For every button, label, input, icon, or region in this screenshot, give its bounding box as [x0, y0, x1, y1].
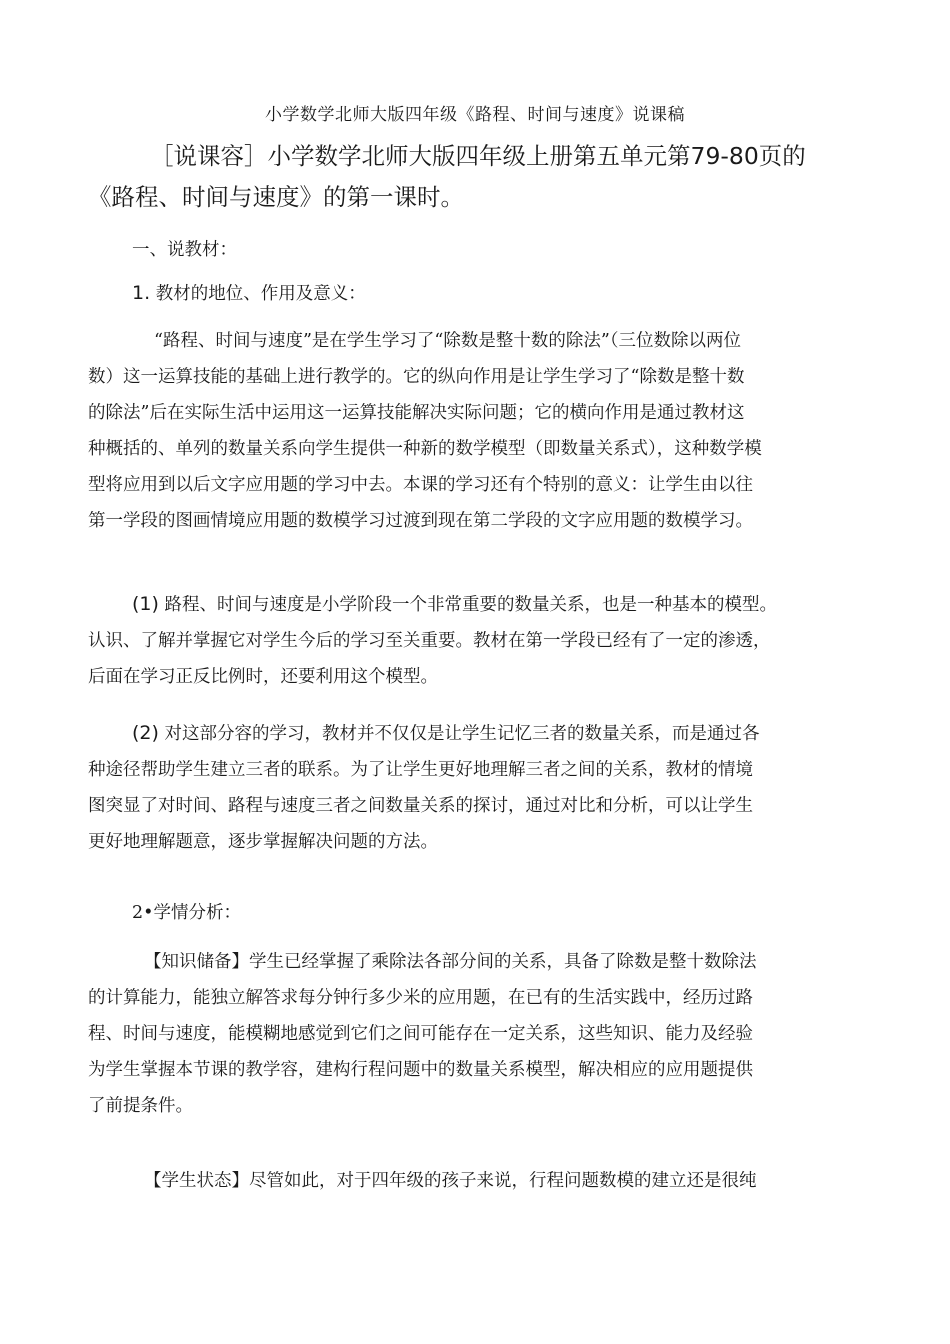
paragraph-line: 图突显了对时间、路程与速度三者之间数量关系的探讨，通过对比和分析，可以让学生: [88, 796, 753, 816]
paragraph-line: 第一学段的图画情境应用题的数模学习过渡到现在第二学段的文字应用题的数模学习。: [88, 511, 753, 531]
paragraph-line: 种途径帮助学生建立三者的联系。为了让学生更好地理解三者之间的关系，教材的情境: [88, 760, 753, 780]
lead-line: ［说课容］小学数学北师大版四年级上册第五单元第79-80页的: [150, 142, 806, 170]
paragraph-student-status: [88, 1163, 868, 1199]
paragraph-line: “路程、时间与速度”是在学生学习了“除数是整十数的除法”（三位数除以两位: [154, 331, 742, 351]
paragraph-line: 【知识储备】学生已经掌握了乘除法各部分间的关系，具备了除数是整十数除法: [144, 952, 757, 972]
point-number: (2): [132, 722, 159, 744]
paragraph-line: 【学生状态】尽管如此，对于四年级的孩子来说，行程问题数模的建立还是很纯: [144, 1171, 757, 1191]
paragraph-line: 的计算能力，能独立解答求每分钟行多少米的应用题，在已有的生活实践中，经历过路: [88, 988, 753, 1008]
paragraph-line: 更好地理解题意，逐步掌握解决问题的方法。: [88, 832, 438, 852]
paragraph-knowledge-reserve: [88, 944, 868, 1124]
paragraph-line: 程、时间与速度，能模糊地感觉到它们之间可能存在一定关系，这些知识、能力及经验: [88, 1024, 753, 1044]
paragraph-line: [88, 586, 868, 623]
lead-paragraph: [88, 136, 878, 218]
paragraph-line: 种概括的、单列的数量关系向学生提供一种新的数学模型（即数量关系式），这种数学模: [88, 439, 762, 459]
paragraph-line: 后面在学习正反比例时，还要利用这个模型。: [88, 667, 438, 687]
paragraph-line: [88, 715, 868, 752]
paragraph-line: 型将应用到以后文字应用题的学习中去。本课的学习还有个特别的意义：让学生由以往: [88, 475, 753, 495]
item-heading-learning-analysis: 2•学情分析：: [132, 903, 241, 923]
paragraph-line: 认识、了解并掌握它对学生今后的学习至关重要。教材在第一学段已经有了一定的渗透，: [88, 631, 771, 651]
paragraph-line: 为学生掌握本节课的教学容，建构行程问题中的数量关系模型，解决相应的应用题提供: [88, 1060, 753, 1080]
point-text: 对这部分容的学习，教材并不仅仅是让学生记忆三者的数量关系，而是通过各: [164, 724, 760, 744]
section-heading: 一、说教材：: [132, 240, 237, 260]
paragraph-line: 了前提条件。: [88, 1096, 193, 1116]
lead-line: 《路程、时间与速度》的第一课时。: [88, 183, 464, 211]
paragraph-line: 的除法”后在实际生活中运用这一运算技能解决实际问题；它的横向作用是通过教材这: [88, 403, 745, 423]
item-number: 1.: [132, 282, 151, 304]
item-heading: [132, 280, 366, 305]
document-title: 小学数学北师大版四年级《路程、时间与速度》说课稿: [265, 105, 685, 125]
item-heading-text: 教材的地位、作用及意义：: [155, 284, 366, 304]
paragraph-point-2: [88, 715, 868, 860]
paragraph-role-of-material: [88, 323, 868, 539]
paragraph-line: 数）这一运算技能的基础上进行教学的。它的纵向作用是让学生学习了“除数是整十数: [88, 367, 745, 387]
point-number: (1): [132, 593, 159, 615]
paragraph-point-1: [88, 586, 868, 695]
point-text: 路程、时间与速度是小学阶段一个非常重要的数量关系，也是一种基本的模型。: [164, 595, 777, 615]
